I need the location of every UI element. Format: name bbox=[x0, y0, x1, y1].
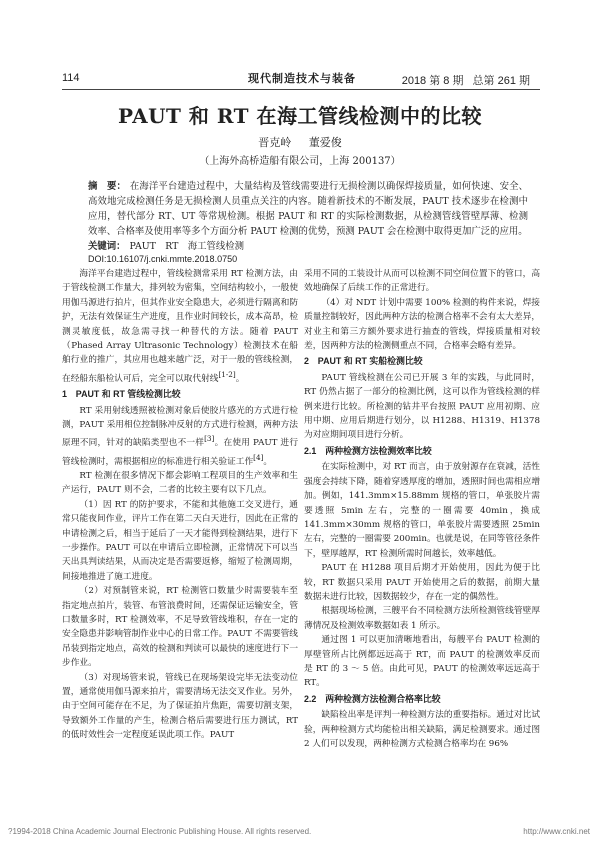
section-heading-1: 1 PAUT 和 RT 管线检测比较 bbox=[62, 389, 181, 400]
section-heading-2: 2 PAUT 和 RT 实船检测比较 bbox=[304, 356, 423, 367]
issue-info bbox=[402, 72, 530, 88]
page-number: 114 bbox=[62, 72, 80, 84]
total-issue: 总第 261 期 bbox=[472, 75, 530, 87]
citation: [3] bbox=[204, 434, 215, 444]
paragraph: 采用不同的工装设计从而可以检测不同空间位置下的管口，高效地确保了后续工作的正常进行。 bbox=[304, 269, 540, 294]
subsection-heading-2-1: 2.1 两种检测方法检测效率比较 bbox=[304, 445, 432, 456]
abstract bbox=[88, 178, 528, 239]
paragraph: 缺陷检出率是评判一种检测方法的重要指标。通过对比试验，两种检测方式均能检出相关缺陷，满足检测要求。通过图 2 人们可以发现，两种检测方式检测合格率均在 96% bbox=[304, 710, 540, 749]
paragraph: （2）对预制管来说，RT 检测管口数量少时需要装车至指定地点拍片，装管、布管浪费时间，还需保证运输安全，管口数量多时，RT 检测效率，不足导致管线堆积，存在一定的安全隐患并影响管制作业中心的日常工作。PAUT 不需要管线吊装到指定地点，高效的检测和判读可以最快的速度进行下一步作业。 bbox=[62, 586, 298, 669]
keywords bbox=[88, 238, 528, 252]
paragraph: 在实际检测中，对 RT 而言，由于放射源存在衰减，活性强度会持续下降，随着穿透厚度的增加，透照时间也需相应增加。例如，141.3mm×15.88mm 规格的管口，单张胶片需要透照 5min 左右，完整的一圈需要 40min，换成 141.3mm×30mm 规格的管口，单张胶片需要透照 25min 左右，完整的一圈需要 200min。也就是说，在同等管径条件下，壁厚越厚，RT 检测所需时间越长，效率越低。 bbox=[304, 462, 540, 559]
citation: [4] bbox=[253, 452, 264, 462]
doi: DOI:10.16107/j.cnki.mmte.2018.0750 bbox=[88, 254, 238, 264]
authors bbox=[0, 134, 600, 150]
body-column-left bbox=[62, 267, 298, 743]
subsection-heading-2-2: 2.2 两种检测方法检测合格率比较 bbox=[304, 693, 441, 704]
paragraph: RT 检测在很多情况下都会影响工程项目的生产效率和生产运行，PAUT 则不会，二者的比较主要有以下几点。 bbox=[62, 470, 298, 496]
paragraph: PAUT 管线检测在公司已开展 3 年的实践，与此同时，RT 仍然占据了一部分的检测比例，这可以作为管线检测的样例来进行比较。所检测的钻井平台按照 PAUT 应用初期、应用中期、应用后期进行划分，以 H1288、H1319、H1378 为对应期间项目进行分析。 bbox=[304, 372, 540, 441]
paragraph: （4）对 NDT 计划中需要 100% 检测的构件来说，焊接质量控制较好，因此两种方法的检测合格率不会有太大差异，对业主和第三方额外要求进行抽查的管线，焊接质量相对较差，因两种方法的检测侧重点不同，合格率会略有差异。 bbox=[304, 297, 540, 352]
paragraph: （3）对现场管来说，管线已在现场架设完毕无法变动位置，通常使用伽马源来拍片，需要清场无法交叉作业。另外，由于空间可能存在不足，为了保证拍片焦距，需要切割支架，导致额外工作量的产生，检测合格后需要进行压力测试，RT 的低时效性会一定程度延误此项工作。PAUT bbox=[62, 672, 298, 741]
keywords-label: 关键词： bbox=[88, 240, 126, 251]
affiliation: （上海外高桥造船有限公司，上海 200137） bbox=[199, 156, 401, 167]
paragraph: RT 采用射线透照被检测对象后使胶片感光的方式进行检测，PAUT 采用相位控制脉冲反射的方式进行检测，两种方法原理不同，针对的缺陷类型也不一样[3]。在使用 PAUT 进行管线检测时，需根据相应的标准进行相关验证工作[4]。 bbox=[62, 405, 299, 467]
author-1: 晋克岭 bbox=[258, 136, 292, 149]
paragraph: PAUT 在 H1288 项目后期才开始使用，因此为便于比较，RT 数据只采用 PAUT 开始使用之后的数据，前期大量数据未进行比较，因数据较少，存在一定的偶然性。 bbox=[304, 563, 540, 602]
keywords-text: PAUT RT 海工管线检测 bbox=[129, 241, 245, 252]
citation: [1-2] bbox=[218, 369, 236, 379]
article-title: PAUT 和 RT 在海工管线检测中的比较 bbox=[118, 104, 482, 128]
author-2: 董爱俊 bbox=[308, 136, 342, 149]
paragraph: 通过图 1 可以更加清晰地看出，每艘平台 PAUT 检测的厚壁管所占比例都远远高于 RT，而 PAUT 的检测效率反而是 RT 的 3 ～ 5 倍。由此可见，PAUT 的检测效率远远高于 RT。 bbox=[304, 635, 540, 689]
copyright-notice: ?1994-2018 China Academic Journal Electronic Publishing House. All rights reserved. bbox=[8, 827, 312, 836]
abstract-label: 摘 要： bbox=[88, 180, 126, 191]
paragraph: 根据现场检测，三艘平台不同检测方法所检测管线管壁厚薄情况及检测效率数据如表 1 所示。 bbox=[304, 606, 540, 631]
journal-name: 现代制造技术与装备 bbox=[248, 72, 356, 85]
paragraph: 海洋平台建造过程中，管线检测常采用 RT 检测方法，由于管线检测工作量大，排列较为密集，空间结构较小，一般使用伽马源进行拍片，但其作业安全隐患大，必须进行隔离和防护，无法有效保证生产进度，且作业时间较长，成本高昂，检测灵敏度低，故急需寻找一种替代的方法。随着 PAUT（Phased Array Ultrasonic Technology）检测技术在船舶行业的推广，其应用也越来越广泛，对于一般的管线检测，在经船东船检认可后，完全可以取代射线[1-2]。 bbox=[62, 269, 298, 384]
header-rule bbox=[62, 89, 540, 90]
website-link[interactable]: http://www.cnki.net bbox=[523, 827, 590, 836]
abstract-text: 在海洋平台建造过程中，大量结构及管线需要进行无损检测以确保焊接质量，如何快速、安全、高效地完成检测任务是无损检测人员重点关注的内容。随着新技术的不断发展，PAUT 技术逐步在检测中应用，替代部分 RT、UT 等常规检测。根据 PAUT 和 RT 的实际检测数据，从检测管线管壁厚薄、检测效率、合格率及使用率等多个方面分析 PAUT 检测的优势，预测 PAUT 会在检测中取得更加广泛的应用。 bbox=[88, 181, 528, 237]
body-column-right bbox=[304, 267, 540, 751]
paragraph: （1）因 RT 的防护要求，不能和其他施工交叉进行，通常只能夜间作业，评片工作在第二天白天进行，因此在正常的申请检测之后，相当于延后了一天才能得到检测结果，进行下一步操作。PAUT 可以在申请后立即检测，正常情况下可以当天出具判读结果，从而决定是否需要返修，缩短了检测周期，间接地推进了施工进度。 bbox=[62, 499, 298, 582]
issue-number: 2018 第 8 期 bbox=[401, 75, 464, 87]
